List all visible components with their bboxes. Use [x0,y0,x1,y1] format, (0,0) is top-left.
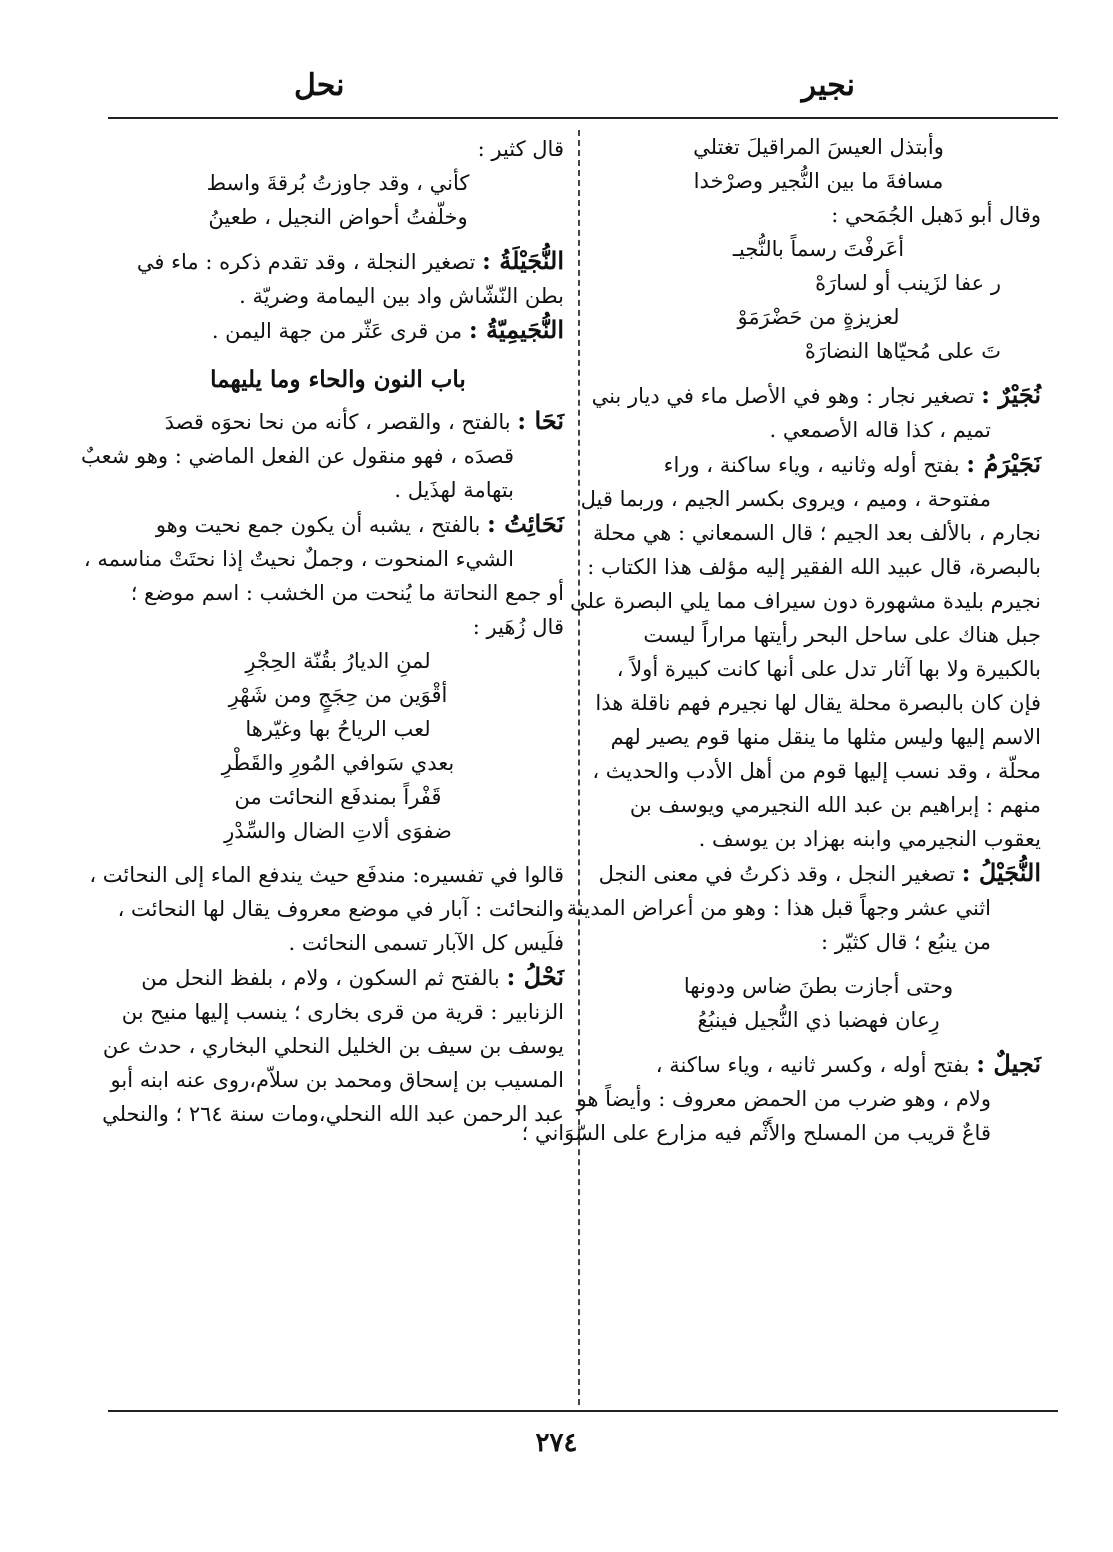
text-line: والنحائت : آبار في موضع معروف يقال لها النحائت ، [117,897,564,921]
page-number: ٢٧٤ [535,1428,578,1458]
verse-line: رِعان فهضبا ذي النُّجيل فينبُعُ [697,1008,940,1032]
verse-line: لعب الرياحُ بها وغيّرها [245,717,431,741]
text-line: من قرى عَثّر من جهة اليمن . [211,319,463,343]
verse-line: وخلّفتُ أحواض النجيل ، طعينُ [208,205,468,229]
text-line: قاعٌ قريب من المسلح والأَثْم فيه مزارع على السّوَاني ؛ [521,1121,991,1145]
headword: نَحْلُ : [506,962,564,991]
text-line: نجارم ، بالألف بعد الجيم ؛ قال السمعاني : هي محلة [593,521,1041,545]
text-line: تصغير النجل ، وقد ذكرتُ في معنى النجل [598,862,955,886]
text-line: من ينبُع ؛ قال كثيّر : [820,930,991,954]
entry-line [112,404,564,439]
section-title: باب النون والحاء وما يليهما [210,366,466,393]
verse-line: مسافةَ ما بين النُّجير وصرْخدا [693,169,944,193]
running-header-right: نجير [801,68,855,103]
text-line: بفتح أوله ، وكسر ثانيه ، وياء ساكنة ، [655,1053,970,1077]
entry-line [596,447,1041,482]
text-line: بفتح أوله وثانيه ، وياء ساكنة ، وراء [663,453,960,477]
verse-line: لمنِ الديارُ بقُنّة الحِجْرِ [245,649,431,673]
text-line: مفتوحة ، وميم ، ويروى بكسر الجيم ، وربما قيل [580,487,991,511]
text-line: المسيب بن إسحاق ومحمد بن سلاّم،روى عنه ابنه أبو [110,1068,564,1092]
headword: النُّجَيمِيّةُ : [468,315,564,344]
verse-line: لعزيزةٍ من حَضْرَمَوْ [737,305,900,329]
text-line: فلَيس كل الآبار تسمى النحائت . [288,931,564,955]
text-line: بالفتح ، والقصر ، كأنه من نحا نحوَه قصدَ [164,410,511,434]
verse-line: وأبتذل العيسَ المراقيلَ تغتلي [693,135,944,159]
text-line: محلّة ، وقد نسب إليها قوم من أهل الأدب والحديث ، [592,759,1041,783]
running-header-left: نحل [294,68,345,103]
entry-line [596,1047,1041,1082]
entry-line [591,378,1041,413]
text-line: الاسم إليها وليس مثلها ما ينقل منها قوم يصير لهم [610,725,1041,749]
headword: نَحَا : [517,406,564,435]
text-line: تصغير النجلة ، وقد تقدم ذكره : ماء في [136,250,476,274]
column-divider [578,130,580,1405]
headword: نَجَيْرَمُ : [966,449,1041,478]
text-line: يوسف بن سيف بن الخليل النحلي البخاري ، حدث عن [102,1034,564,1058]
text-line: عبد الرحمن عبد الله النحلي،ومات سنة ٢٦٤ ؛ والنحلي [102,1102,564,1126]
entry-line [596,856,1041,891]
text-line: قال كثير : [477,137,564,161]
verse-line: تَ على مُحيّاها النضارَهْ [804,339,1001,363]
text-line: وقال أبو دَهبل الجُمَحي : [831,203,1041,227]
verse-line: بعدي سَوافي المُورِ والقَطْرِ [221,751,455,775]
text-line: تصغير نجار : وهو في الأصل ماء في ديار بني [591,384,975,408]
text-line: تميم ، كذا قاله الأصمعي . [769,418,991,442]
text-line: أو جمع النحاتة ما يُنحت من الخشب : اسم موضع ؛ [130,581,564,605]
headword: النُّجَيْلَةُ : [482,246,564,275]
text-line: قال زُهَير : [472,615,564,639]
bottom-rule [108,1410,1058,1412]
text-line: منهم : إبراهيم بن عبد الله النجيرمي ويوسف بن [629,793,1041,817]
headword: نَجيلٌ : [976,1049,1041,1078]
text-line: يعقوب النجيرمي وابنه بهزاد بن يوسف . [698,827,1041,851]
text-line: بالبصرة، قال عبيد الله الفقير إليه مؤلف هذا الكتاب : [587,555,1041,579]
headword: النُّجَيْلُ : [961,858,1041,887]
headword: نُجَيْرٌ : [981,380,1041,409]
text-line: بالكبيرة ولا بها آثار تدل على أنها كانت كبيرة أولاً ، [616,657,1041,681]
verse-line: ضفوَى ألاتِ الضال والسِّدْرِ [224,819,452,843]
text-line: اثني عشر وجهاً قبل هذا : وهو من أعراض المدينة [566,896,991,920]
text-line: بتهامة لهذَيل . [394,478,514,502]
verse-line: وحتى أجازت بطنَ ضاس ودونها [683,974,954,998]
text-line: قصدَه ، فهو منقول عن الفعل الماضي : وهو شعبٌ [80,444,514,468]
verse-line: أعَرفْتَ رسماً بالنُّجيـ [732,237,905,261]
verse-line: ر عفا لزَينب أو لسارَهْ [815,271,1001,295]
text-line: بطن النّشّاش واد بين اليمامة وضريّة . [239,284,564,308]
text-line: الزنابير : قرية من قرى بخارى ؛ ينسب إليها منيح بن [121,1000,564,1024]
left-column [80,132,564,1131]
entry-line [112,313,564,348]
headword: نَحَائِتُ : [487,509,564,538]
text-line: ولام ، وهو ضرب من الحمض معروف : وأيضاً هو [576,1087,991,1111]
text-line: نجيرم بليدة مشهورة دون سيراف مما يلي البصرة على [569,589,1041,613]
verse-line: قَفْراً بمندفَع النحائت من [234,785,442,809]
text-line: قالوا في تفسيره: مندفَع حيث يندفع الماء إلى النحائت ، [89,863,564,887]
text-line: بالفتح ثم السكون ، ولام ، بلفظ النحل من [141,966,500,990]
top-rule [108,117,1058,119]
entry-line [112,244,564,279]
entry-line [112,507,564,542]
text-line: فإن كان بالبصرة محلة يقال لها نجيرم فهم ناقلة هذا [595,691,1041,715]
verse-line: أقْوَين من حِجَجٍ ومن شَهْرِ [228,683,448,707]
entry-line [112,960,564,995]
verse-line: كأني ، وقد جاوزتُ بُرقةَ واسط [206,171,470,195]
text-line: جبل هناك على ساحل البحر رأيتها مراراً ليست [643,623,1041,647]
text-line: بالفتح ، يشبه أن يكون جمع نحيت وهو [155,513,481,537]
text-line: الشيء المنحوت ، وجملٌ نحيتٌ إذا نحتَتْ مناسمه ، [83,547,514,571]
